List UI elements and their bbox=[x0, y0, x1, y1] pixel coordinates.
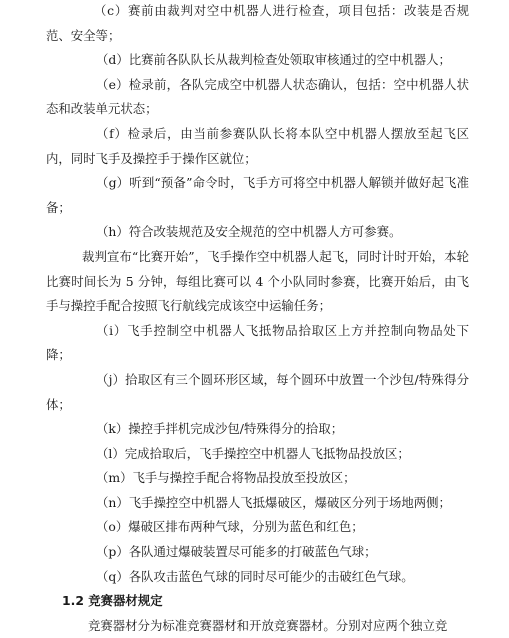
item-k: （k）操控手拌机完成沙包/特殊得分的拾取； bbox=[96, 421, 344, 437]
section-heading: 1.2 竞赛器材规定 bbox=[62, 593, 163, 609]
item-q: （q）各队攻击蓝色气球的同时尽可能少的击破红色气球。 bbox=[96, 568, 414, 584]
item-j: （j）拾取区有三个圆环形区域，每个圆环中放置一个沙包/特殊得分体； bbox=[46, 371, 469, 412]
last-paragraph: 竞赛器材分为标准竞赛器材和开放竞赛器材。分别对应两个独立竞 bbox=[88, 617, 448, 633]
item-p: （p）各队通过爆破装置尽可能多的打破蓝色气球； bbox=[96, 544, 377, 560]
item-g: （g）听到“预备”命令时，飞手方可将空中机器人解锁并做好起飞准备； bbox=[46, 175, 469, 215]
item-n: （n）飞手操控空中机器人飞抵爆破区，爆破区分列于场地两侧； bbox=[96, 494, 451, 510]
main-paragraph: 裁判宣布“比赛开始”，飞手操作空中机器人起飞，同时计时开始，本轮比赛时间长为 5 分钟，每组比赛可以 4 个小队同时参赛，比赛开始后，由飞手与操控手配合按照飞行航线完成该空中运输任务； bbox=[46, 248, 469, 314]
item-f: （f）检录后，由当前参赛队队长将本队空中机器人摆放至起飞区内，同时飞手及操控手于操作区就位； bbox=[46, 125, 469, 166]
item-e: （e）检录前，各队完成空中机器人状态确认，包括：空中机器人状态和改装单元状态； bbox=[46, 76, 469, 117]
item-i: （i）飞手控制空中机器人飞抵物品拾取区上方并控制向物品处下降； bbox=[46, 322, 469, 363]
item-h: （h）符合改装规范及安全规范的空中机器人方可参赛。 bbox=[96, 224, 402, 240]
item-l: （l）完成拾取后，飞手操控空中机器人飞抵物品投放区； bbox=[96, 445, 410, 461]
item-c: （c）赛前由裁判对空中机器人进行检查，项目包括：改装是否规范、安全等； bbox=[46, 3, 469, 43]
item-m: （m）飞手与操控手配合将物品投放至投放区； bbox=[96, 470, 356, 486]
item-o: （o）爆破区排布两种气球，分别为蓝色和红色； bbox=[96, 519, 364, 535]
item-d: （d）比赛前各队队长从裁判检查处领取审核通过的空中机器人； bbox=[96, 52, 451, 68]
